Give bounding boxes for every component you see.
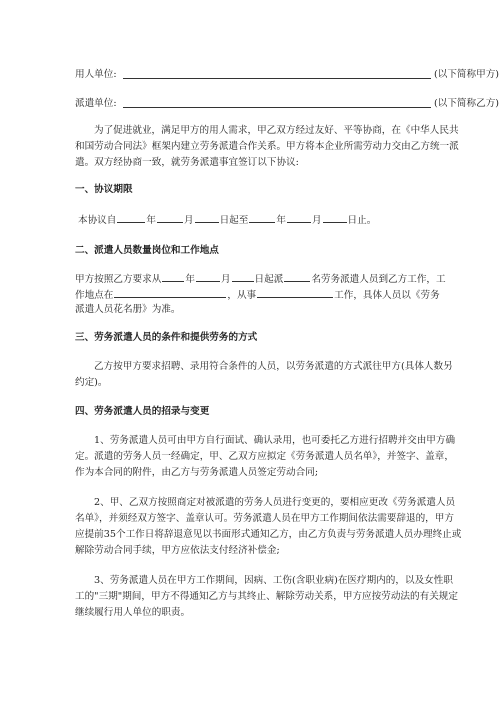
headcount-blank bbox=[284, 270, 310, 282]
s4-p2-line: 名单》，并须经双方签字、盖章认可。劳务派遣人员在甲方工作期间依法需要辞退的，甲方 bbox=[75, 513, 454, 524]
dispatch-year-blank bbox=[162, 270, 184, 282]
s2-text: 日起派 bbox=[254, 274, 284, 285]
employer-field-row bbox=[75, 66, 500, 82]
intro-line: 和国劳动合同法》框架内建立劳务派遣合作关系。甲方将本企业所需劳动力交由乙方统一派 bbox=[75, 141, 459, 152]
s2-line-3: 派遣人员花名册》为准。 bbox=[75, 304, 181, 315]
section-4-item-1 bbox=[75, 433, 456, 481]
intro-line: 遣。双方经协商一致，就劳务派遣事宜签订以下协议: bbox=[75, 157, 299, 168]
section-1-heading: 一、协议期限 bbox=[75, 184, 133, 195]
start-day-blank bbox=[195, 211, 219, 223]
s2-text: 名劳务派遣人员到乙方工作，工 bbox=[311, 274, 446, 285]
dispatcher-note: (以下简称乙方) bbox=[434, 98, 500, 109]
term-text: 月 bbox=[183, 215, 194, 226]
s4-p2-line: 2、甲、乙双方按照商定对被派遣的劳务人员进行变更的，要相应更改《劳务派遣人员 bbox=[94, 497, 456, 508]
section-3-paragraph bbox=[75, 359, 453, 391]
dispatcher-label: 派遣单位: bbox=[75, 98, 117, 109]
work-location-blank bbox=[114, 286, 226, 298]
s2-text: 工作，具体人员以《劳务 bbox=[334, 290, 440, 301]
employer-blank bbox=[123, 78, 431, 79]
s3-line: 约定)。 bbox=[75, 377, 108, 388]
s4-p3-line: 工的"三期"期间，甲方不得通知乙方与其终止、解除劳动关系，甲方应按劳动法的有关规定 bbox=[75, 591, 458, 602]
end-day-blank bbox=[323, 211, 347, 223]
s4-p2-line: 解除劳动合同手续，甲方应依法支付经济补偿金; bbox=[75, 545, 280, 556]
s4-p1-line: 作为本合同的附件，由乙方与劳务派遣人员签定劳动合同; bbox=[75, 467, 319, 478]
intro-line: 为了促进就业，满足甲方的用人需求，甲乙双方经过友好、平等协商，在《中华人民共 bbox=[94, 125, 459, 136]
s2-text: 甲方按照乙方要求从 bbox=[75, 274, 162, 285]
end-month-blank bbox=[287, 211, 311, 223]
start-year-blank bbox=[117, 211, 145, 223]
intro-paragraph bbox=[75, 123, 459, 171]
s4-p1-line: 1、劳务派遣人员可由甲方自行面试、确认录用，也可委托乙方进行招聘并交由甲方确 bbox=[94, 435, 456, 446]
term-text: 日止。 bbox=[347, 215, 377, 226]
s2-text: 作地点在 bbox=[75, 290, 114, 301]
s3-line: 乙方按甲方要求招聘、录用符合条件的人员，以劳务派遣的方式派往甲方(具体人数另 bbox=[94, 361, 453, 372]
s2-line-2 bbox=[75, 286, 440, 302]
s2-text: 年 bbox=[185, 274, 195, 285]
dispatch-month-blank bbox=[196, 270, 220, 282]
section-2-paragraph bbox=[75, 270, 446, 318]
s2-text: ，从事 bbox=[227, 290, 257, 301]
term-text: 年 bbox=[276, 215, 286, 226]
section-3-heading: 三、劳务派遣人员的条件和提供劳务的方式 bbox=[75, 332, 258, 343]
end-year-blank bbox=[249, 211, 275, 223]
s4-p2-line: 应提前35个工作日将辞退意见以书面形式通知乙方，由乙方负责与劳务派遣人员办理终止或 bbox=[75, 529, 462, 540]
dispatcher-blank bbox=[123, 107, 431, 108]
term-text: 月 bbox=[311, 215, 322, 226]
s4-p1-line: 定。派遣的劳务人员一经确定，甲、乙双方应拟定《劳务派遣人员名单》，并签字、盖章， bbox=[75, 451, 454, 462]
term-clause bbox=[78, 211, 376, 229]
dispatcher-field-row bbox=[75, 95, 500, 111]
section-4-heading: 四、劳务派遣人员的招录与变更 bbox=[75, 406, 210, 417]
s2-text: 月 bbox=[220, 274, 231, 285]
term-text: 本协议自 bbox=[78, 215, 117, 226]
s4-p3-line: 继续履行用人单位的职责。 bbox=[75, 607, 191, 618]
s2-line-1 bbox=[75, 270, 446, 286]
section-4-item-2 bbox=[75, 495, 462, 559]
dispatch-day-blank bbox=[232, 270, 254, 282]
employer-label: 用人单位: bbox=[75, 69, 117, 80]
term-text: 日起至 bbox=[219, 215, 249, 226]
section-4-item-3 bbox=[75, 573, 458, 621]
start-month-blank bbox=[157, 211, 183, 223]
employer-note: (以下简称甲方) bbox=[434, 69, 500, 80]
job-type-blank bbox=[257, 286, 333, 298]
section-2-heading: 二、派遣人员数量岗位和工作地点 bbox=[75, 245, 219, 256]
s4-p3-line: 3、劳务派遣人员在甲方工作期间，因病、工伤(含职业病)在医疗期内的，以及女性职 bbox=[94, 575, 453, 586]
term-text: 年 bbox=[146, 215, 156, 226]
